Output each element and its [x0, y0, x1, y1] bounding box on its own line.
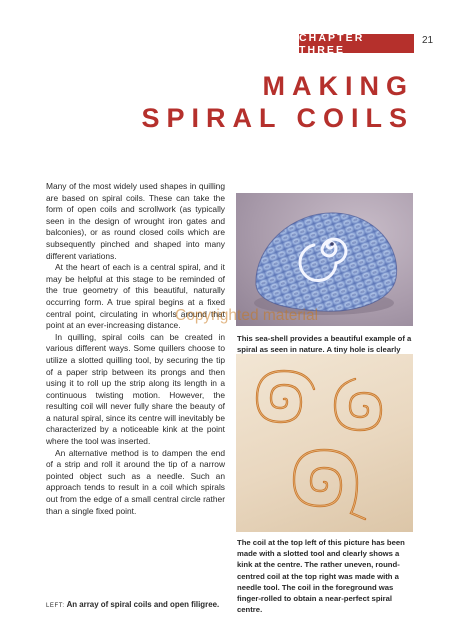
title-line-1: MAKING: [262, 71, 414, 101]
chapter-label: CHAPTER THREE: [299, 34, 414, 53]
left-caption: [46, 600, 231, 609]
page-title: [141, 70, 414, 134]
body-paragraph: An alternative method is to dampen the end of a strip and roll it around the tip of a narrow pointed object such as a needle. Such an approach tends to result in a coil which spirals out from the edge of a small central circle rather than a single fixed point.: [46, 447, 225, 516]
page-number: 21: [422, 35, 434, 46]
sea-shell-caption: This sea-shell provides a beautiful example of a spiral as seen in nature. A tiny hole is clearly: [237, 334, 412, 354]
left-caption-label: LEFT:: [46, 603, 65, 609]
body-paragraph: In quilling, spiral coils can be created in various different ways. Some quillers choose to utilize a slotted quilling tool, by securing the tip of a paper strip between its prongs and then using it to roll up the strip along its length in a continuous twisting motion. However, the resulting coil will never fully share the beauty of a natural spiral, since its centre will inevitably be characterized by a noticeable kink at the point where the tool was inserted.: [46, 331, 225, 447]
body-paragraph: At the heart of each is a central spiral, and it may be helpful at this stage to be reminded of the true geometry of this beautiful, naturally occurring form. A true spiral begins at a fixed central point, circulating in whorls around that point at an ever-increasing distance.: [46, 262, 225, 331]
spiral-coils-photo: [236, 354, 413, 532]
left-caption-text: An array of spiral coils and open filigree.: [64, 600, 220, 609]
body-text: [46, 181, 225, 517]
copyright-watermark: Copyrighted material: [175, 307, 319, 324]
spiral-coils-caption: The coil at the top left of this picture has been made with a slotted tool and clearly shows a kink at the centre. The rather uneven, round-centred coil at the top right was made with a needle tool. The coil in the foreground was finger-rolled to obtain a near-perfect spiral centre.: [237, 538, 405, 615]
title-line-2: SPIRAL COILS: [141, 103, 414, 133]
body-paragraph: Many of the most widely used shapes in quilling are based on spiral coils. These can take the form of open coils and scrollwork (as typically seen in the design of wrought iron gates and balconies), or as round closed coils which are subsequently pinched and shaped into many different variations.: [46, 181, 225, 261]
